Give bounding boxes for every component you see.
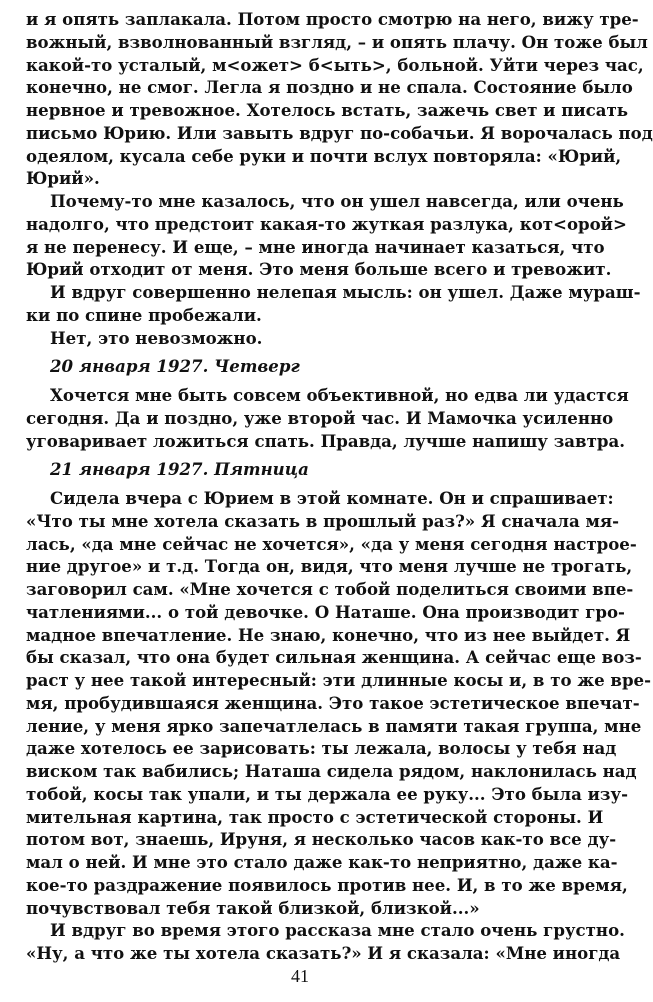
entry-date-heading: 20 января 1927. Четверг [50, 356, 300, 377]
text-line: «Что ты мне хотела сказать в прошлый раз?» Я сначала мя- [26, 510, 620, 531]
text-line: потом вот, знаешь, Ируня, я несколько часов как-то все ду- [26, 829, 617, 850]
text-line: нервное и тревожное. Хотелось встать, зажечь свет и писать [26, 100, 629, 120]
text-line: лась, «да мне сейчас не хочется», «да у меня сегодня настрое- [26, 533, 637, 554]
text-line: надолго, что предстоит какая-то жуткая разлука, кот<орой> [26, 213, 627, 234]
text-line: виском так вабились; Наташа сидела рядом, наклонилась над [26, 761, 637, 781]
text-line: ки по спине пробежали. [26, 304, 262, 325]
text-line: «Ну, а что же ты хотела сказать?» И я сказала: «Мне иногда [26, 943, 621, 963]
text-line: какой-то усталый, м<ожет> б<ыть>, больной. Уйти через час, [26, 54, 644, 75]
text-line: вожный, взволнованный взгляд, – и опять плачу. Он тоже был [26, 31, 648, 52]
text-line: мя, пробудившаяся женщина. Это такое эстетическое впечат- [26, 692, 640, 713]
text-line: Юрий отходит от меня. Это меня больше всего и тревожит. [26, 259, 612, 280]
text-line: Сидела вчера с Юрием в этой комнате. Он и спрашивает: [50, 488, 614, 508]
text-line: конечно, не смог. Легла я поздно и не спала. Состояние было [26, 77, 633, 98]
text-line: мительная картина, так просто с эстетической стороны. И [26, 806, 604, 827]
text-line: заговорил сам. «Мне хочется с тобой поделиться своими впе- [26, 579, 634, 599]
paragraph [26, 384, 629, 452]
text-line: даже хотелось ее зарисовать: ты лежала, волосы у тебя над [26, 738, 617, 759]
text-line: ление, у меня ярко запечатлелась в памяти такая группа, мне [26, 715, 642, 736]
text-line: бы сказал, что она будет сильная женщина. А сейчас еще воз- [26, 647, 642, 668]
text-line: уговаривает ложиться спать. Правда, лучше напишу завтра. [26, 430, 625, 451]
entry-date-heading: 21 января 1927. Пятница [50, 459, 309, 480]
paragraph [26, 190, 627, 281]
text-line: сегодня. Да и поздно, уже второй час. И Мамочка усиленно [26, 407, 614, 428]
paragraph [26, 919, 625, 965]
text-line: Юрий». [26, 168, 100, 189]
text-line: И вдруг во время этого рассказа мне стало очень грустно. [50, 920, 625, 941]
text-line: почувствовал тебя такой близкой, близкой...» [26, 897, 480, 918]
page-text [26, 8, 653, 965]
text-line: чатлениями... о той девочке. О Наташе. Она производит гро- [26, 601, 625, 622]
page-number: 41 [291, 966, 309, 986]
text-line: я не перенесу. И еще, – мне иногда начинает казаться, что [26, 236, 605, 257]
text-line: Почему-то мне казалось, что он ушел навсегда, или очень [50, 191, 624, 211]
text-line: Нет, это невозможно. [50, 327, 263, 348]
paragraph [26, 8, 653, 190]
text-line: ние другое» и т.д. Тогда он, видя, что меня лучше не трогать, [26, 556, 633, 577]
text-line: тобой, косы так упали, и ты держала ее руку... Это была изу- [26, 783, 629, 804]
text-line: письмо Юрию. Или завыть вдруг по-собачьи. Я ворочалась под [26, 122, 653, 143]
text-line: Хочется мне быть совсем объективной, но едва ли удастся [50, 385, 629, 405]
paragraph [26, 327, 576, 350]
text-line: одеялом, кусала себе руки и почти вслух повторяла: «Юрий, [26, 145, 622, 166]
paragraph [26, 487, 651, 919]
text-line: мадное впечатление. Не знаю, конечно, что из нее выйдет. Я [26, 624, 631, 645]
text-line: И вдруг совершенно нелепая мысль: он ушел. Даже мураш- [50, 282, 641, 302]
paragraph [26, 281, 641, 327]
text-line: мал о ней. И мне это стало даже как-то неприятно, даже ка- [26, 852, 618, 872]
text-line: и я опять заплакала. Потом просто смотрю на него, вижу тре- [26, 9, 639, 29]
text-line: раст у нее такой интересный: эти длинные косы и, в то же вре- [26, 670, 651, 690]
text-line: кое-то раздражение появилось против нее. И, в то же время, [26, 874, 628, 895]
